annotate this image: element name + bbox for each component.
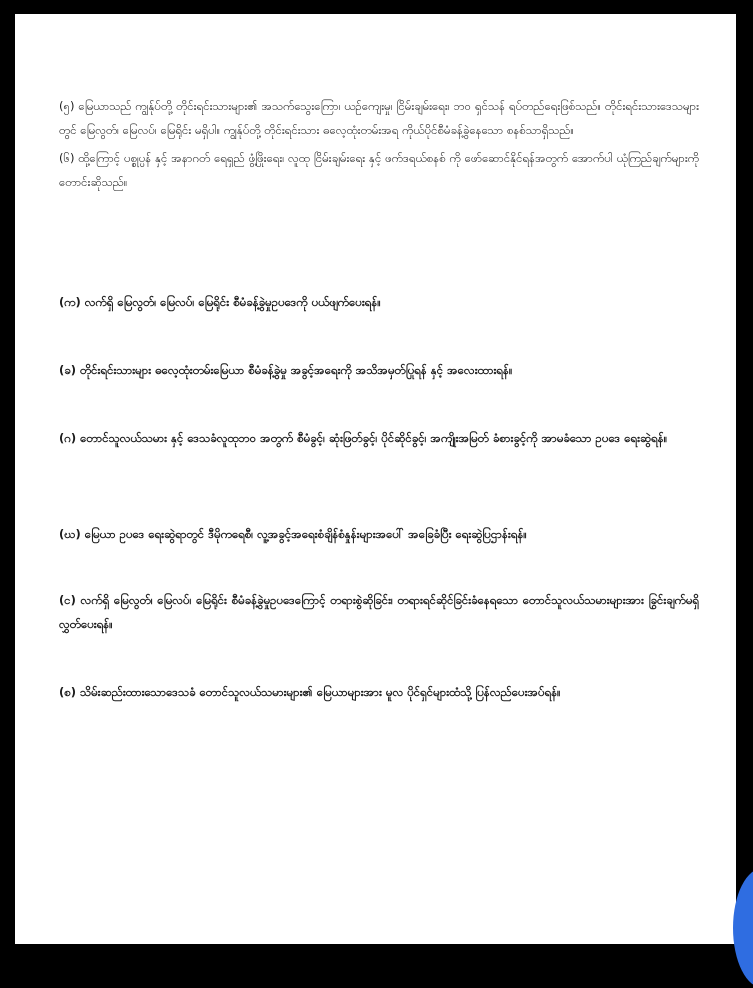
demand-item-ka: (က) လက်ရှိ မြေလွတ်၊ မြေလပ်၊ မြေရိုင်း စီမံခန့်ခွဲမှုဥပဒေကို ပယ်ဖျက်ပေးရန်။ [59, 295, 381, 309]
document-body [59, 94, 699, 699]
paragraph-6: (၆) ထို့ကြောင့် ပစ္စုပ္ပန် နှင့် အနာဂတ် ရေရှည် ဖွံ့ဖြိုးရေး၊ လူထု ငြိမ်းချမ်းရေး နှင့် ဖက်ဒရယ်စနစ် ကို ဖော်ဆောင်နိုင်ရန်အတွက် အောက်ပါ ယုံကြည်ချက်များကို တောင်းဆိုသည်။ [59, 151, 699, 189]
paragraph-5: (၅) မြေယာသည် ကျွန်ုပ်တို့ တိုင်းရင်းသားများ၏ အသက်သွေးကြော၊ ယဉ်ကျေးမှု၊ ငြိမ်းချမ်းရေး၊ ဘဝ ရှင်သန် ရပ်တည်ရေးဖြစ်သည်။ တိုင်းရင်းသားဒေသများတွင် မြေလွတ်၊ မြေလပ်၊ မြေရိုင်း မရှိပါ။ ကျွန်ုပ်တို့ တိုင်းရင်းသား ဓလေ့ထုံးတမ်းအရ ကိုယ်ပိုင်စီမံခန့်ခွဲနေသော စနစ်သာရှိသည်။ [59, 99, 699, 137]
demand-item-sa: (စ) သိမ်းဆည်းထားသောဒေသခံ တောင်သူလယ်သမားများ၏ မြေယာများအား မူလ ပိုင်ရှင်များထံသို့ ပြန်လည်ပေးအပ်ရန်။ [59, 685, 561, 699]
document-page [15, 14, 736, 944]
demand-item-nga: (င) လက်ရှိ မြေလွတ်၊ မြေလပ်၊ မြေရိုင်း စီမံခန့်ခွဲမှုဥပဒေကြောင့် တရားစွဲဆိုခြင်း၊ တရားရင်ဆိုင်ခြင်းခံနေရသော တောင်သူလယ်သမားများအား ခြွင်းချက်မရှိ လွှတ်ပေးရန်။ [59, 593, 699, 631]
demand-item-gha: (ဃ) မြေယာ ဥပဒေ ရေးဆွဲရာတွင် ဒီမိုကရေစီ၊ လူ့အခွင့်အရေးစံချိန်စံနှုန်းများအပေါ် အခြေခံပြီး ရေးဆွဲပြဌာန်းရန်။ [59, 527, 527, 541]
blue-corner-shape [733, 868, 753, 988]
demand-item-ga: (ဂ) တောင်သူလယ်သမား နှင့် ဒေသခံလူထုဘဝ အတွက် စီမံခွင့်၊ ဆုံးဖြတ်ခွင့်၊ ပိုင်ဆိုင်ခွင့်၊ အကျိုးအမြတ် ခံစားခွင့်ကို အာမခံသော ဥပဒေ ရေးဆွဲရန်။ [59, 431, 668, 445]
demand-item-kha: (ခ) တိုင်းရင်းသားများ ဓလေ့ထုံးတမ်းမြေယာ စီမံခန့်ခွဲမှု အခွင့်အရေးကို အသိအမှတ်ပြုရန် နှင့် အလေးထားရန်။ [59, 363, 513, 377]
